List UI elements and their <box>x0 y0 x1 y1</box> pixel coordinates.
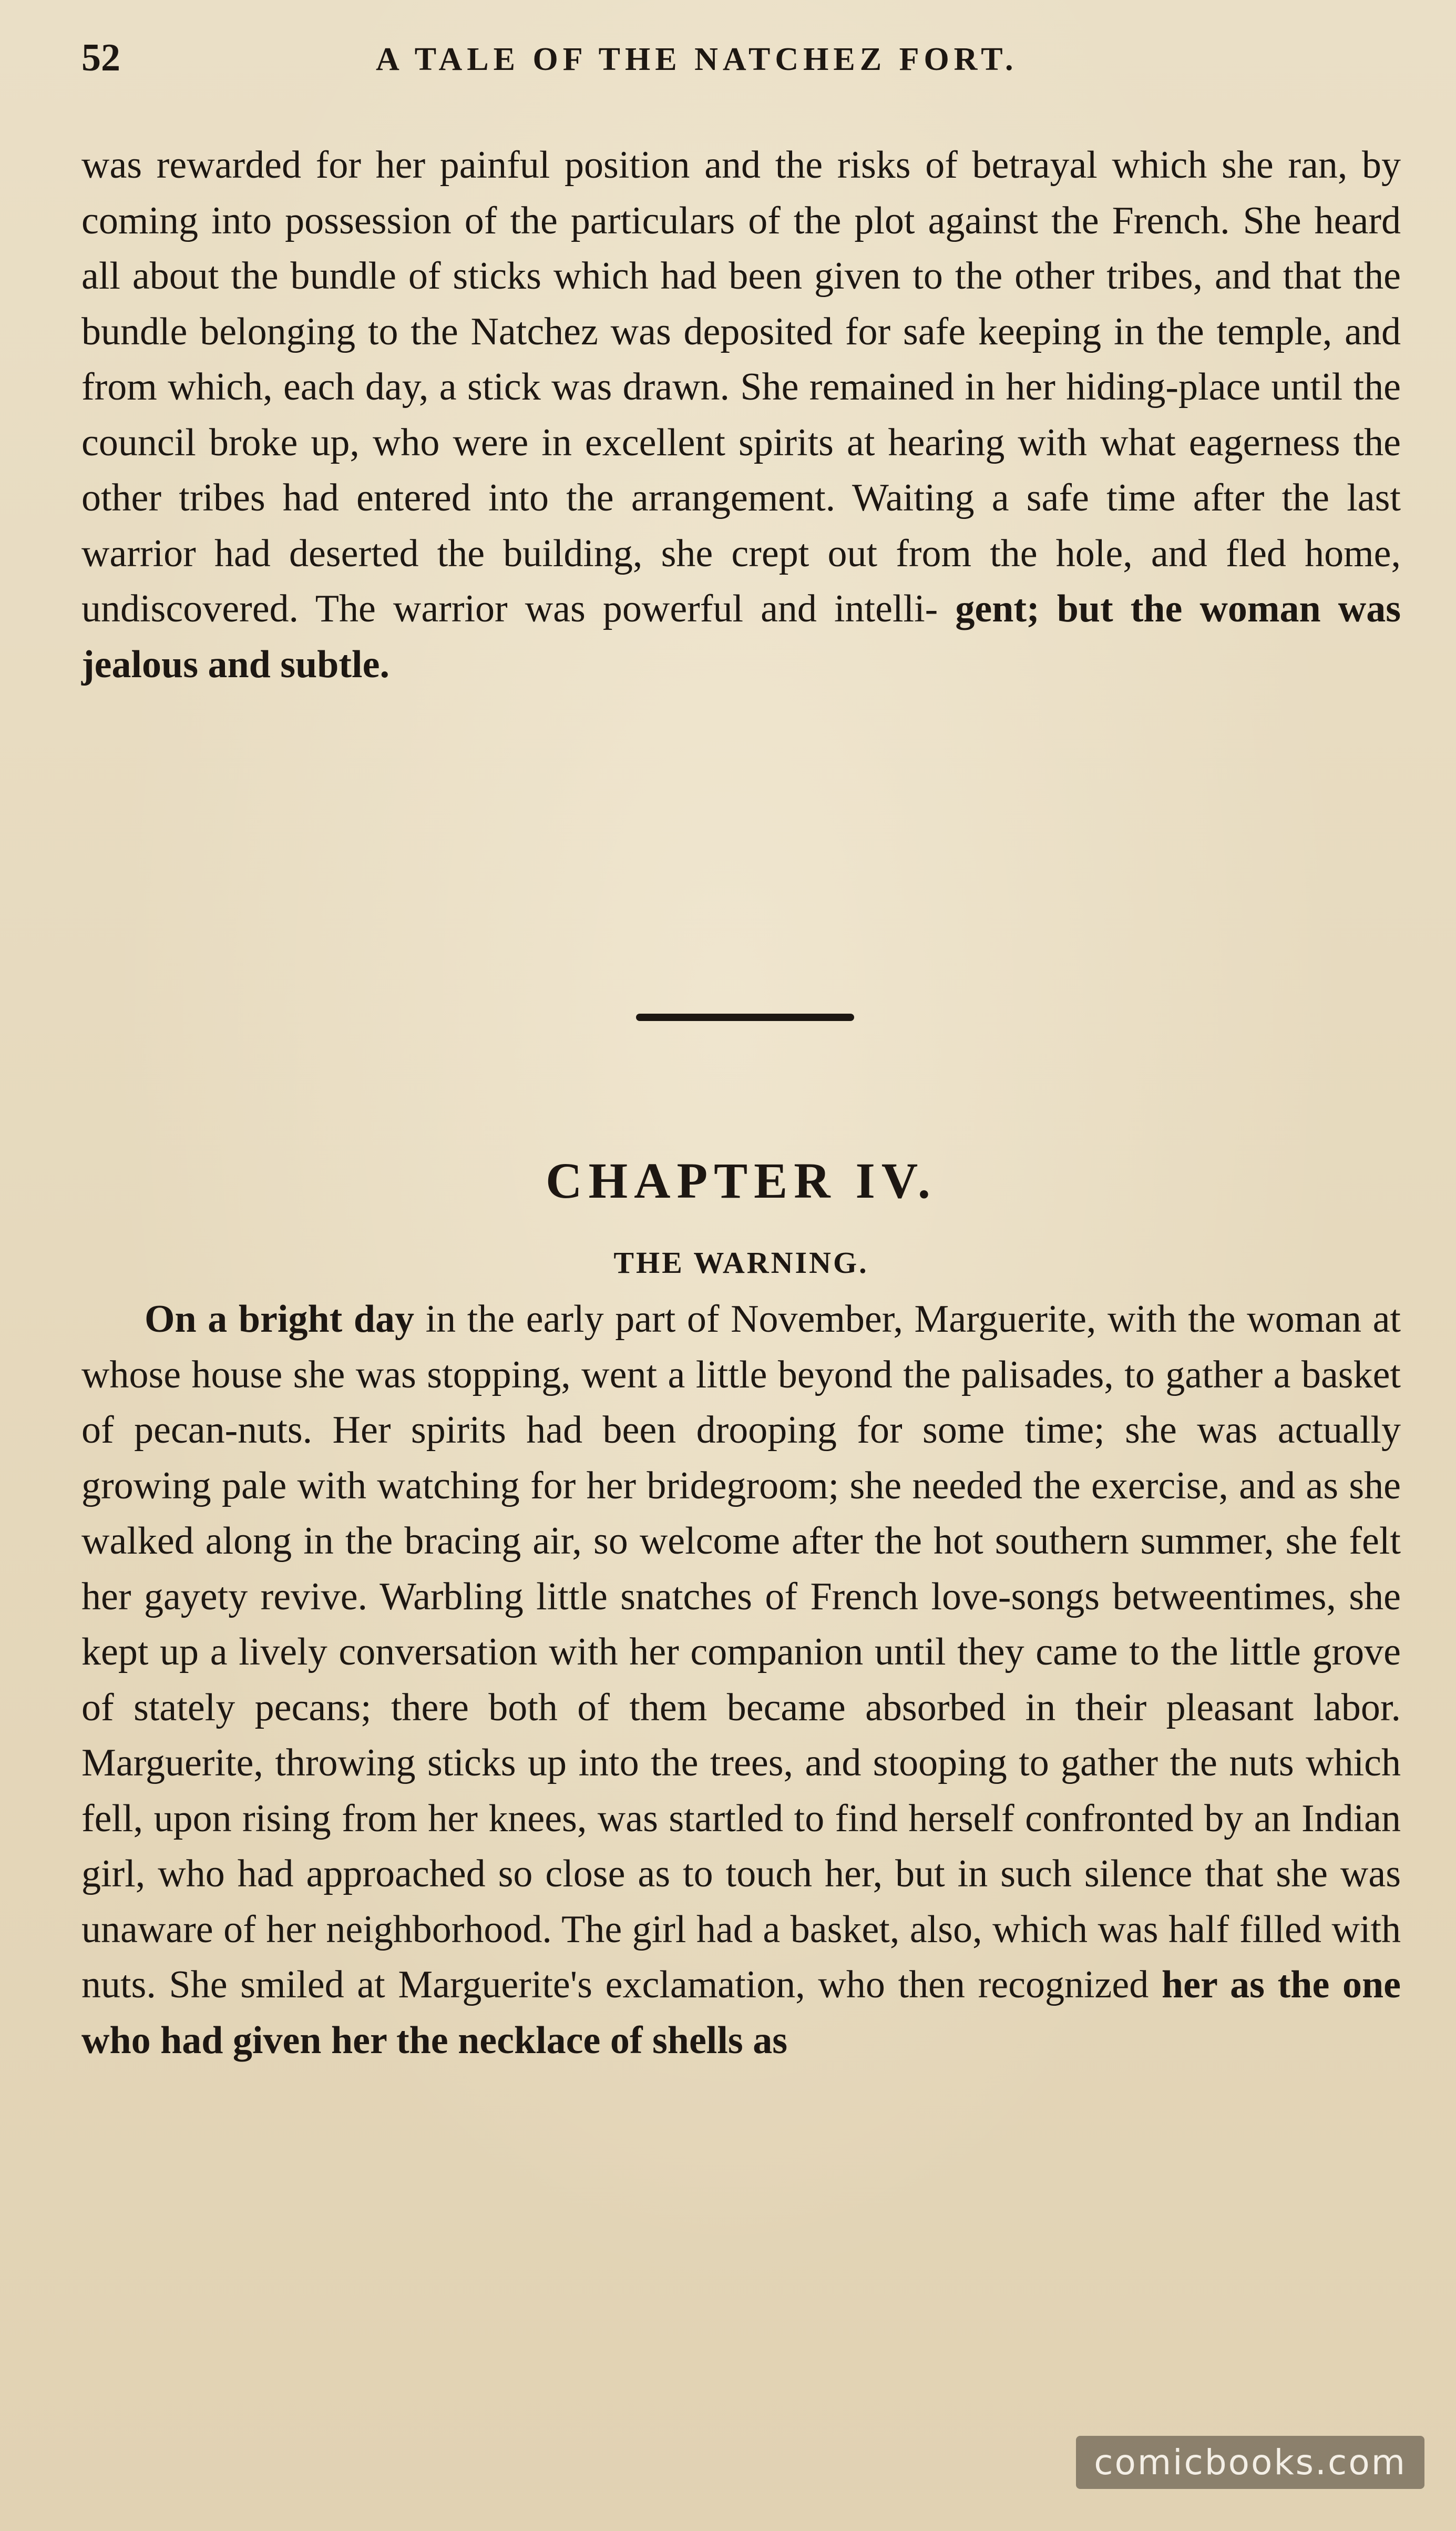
section-divider <box>636 1014 854 1021</box>
chapter-title: CHAPTER IV. <box>546 1152 937 1209</box>
paragraph-two-opening: On a bright day <box>145 1298 414 1341</box>
paragraph-two-text: in the early part of November, Marguerite, with the woman at whose house she was stopping, went a little beyond the palisades, to gather a basket of pecan-nuts. Her spirits had been drooping for some time; she was actually growing pale with watching for her bridegroom; she needed the exercise, and as she walked along in the bracing air, so welcome after the hot southern summer, she felt her gayety revive. Warbling little snatches of French love-songs betweentimes, she kept up a lively conversation with her companion until they came to the little grove of stately pecans; there both of them became absorbed in their pleasant labor. Marguerite, throwing sticks up into the trees, and stooping to gather the nuts which fell, upon rising from her knees, was startled to find herself confronted by an Indian girl, who had approached so close as to touch her, but in such silence that she was unaware of her neighborhood. The girl had a basket, also, which was half filled with nuts. She smiled at Marguerite's exclamation, who then recognized <box>81 1298 1401 2006</box>
running-title: A TALE OF THE NATCHEZ FORT. <box>376 42 1018 77</box>
page-number: 52 <box>81 36 120 79</box>
paragraph-one-closing: gent; but the woman was jealous and subtle. <box>81 587 1401 686</box>
site-watermark: comicbooks.com <box>1076 2436 1424 2489</box>
paragraph-two <box>81 1292 1401 2068</box>
paragraph-one-text: was rewarded for her painful position and the risks of betrayal which she ran, by coming into possession of the particulars of the plot against the French. She heard all about the bundle of sticks which had been given to the other tribes, and that the bundle belonging to the Natchez was deposited for safe keeping in the temple, and from which, each day, a stick was drawn. She remained in her hiding-place until the council broke up, who were in excellent spirits at hearing with what eagerness the other tribes had entered into the arrangement. Waiting a safe time after the last warrior had deserted the building, she crept out from the hole, and fled home, undiscovered. The warrior was powerful and intelli- <box>81 144 1401 630</box>
paragraph-two-closing: her as the one who had given her the necklace of shells as <box>81 1963 1401 2062</box>
chapter-subtitle: THE WARNING. <box>613 1246 869 1280</box>
running-head <box>81 32 1385 89</box>
paragraph-one <box>81 138 1401 692</box>
